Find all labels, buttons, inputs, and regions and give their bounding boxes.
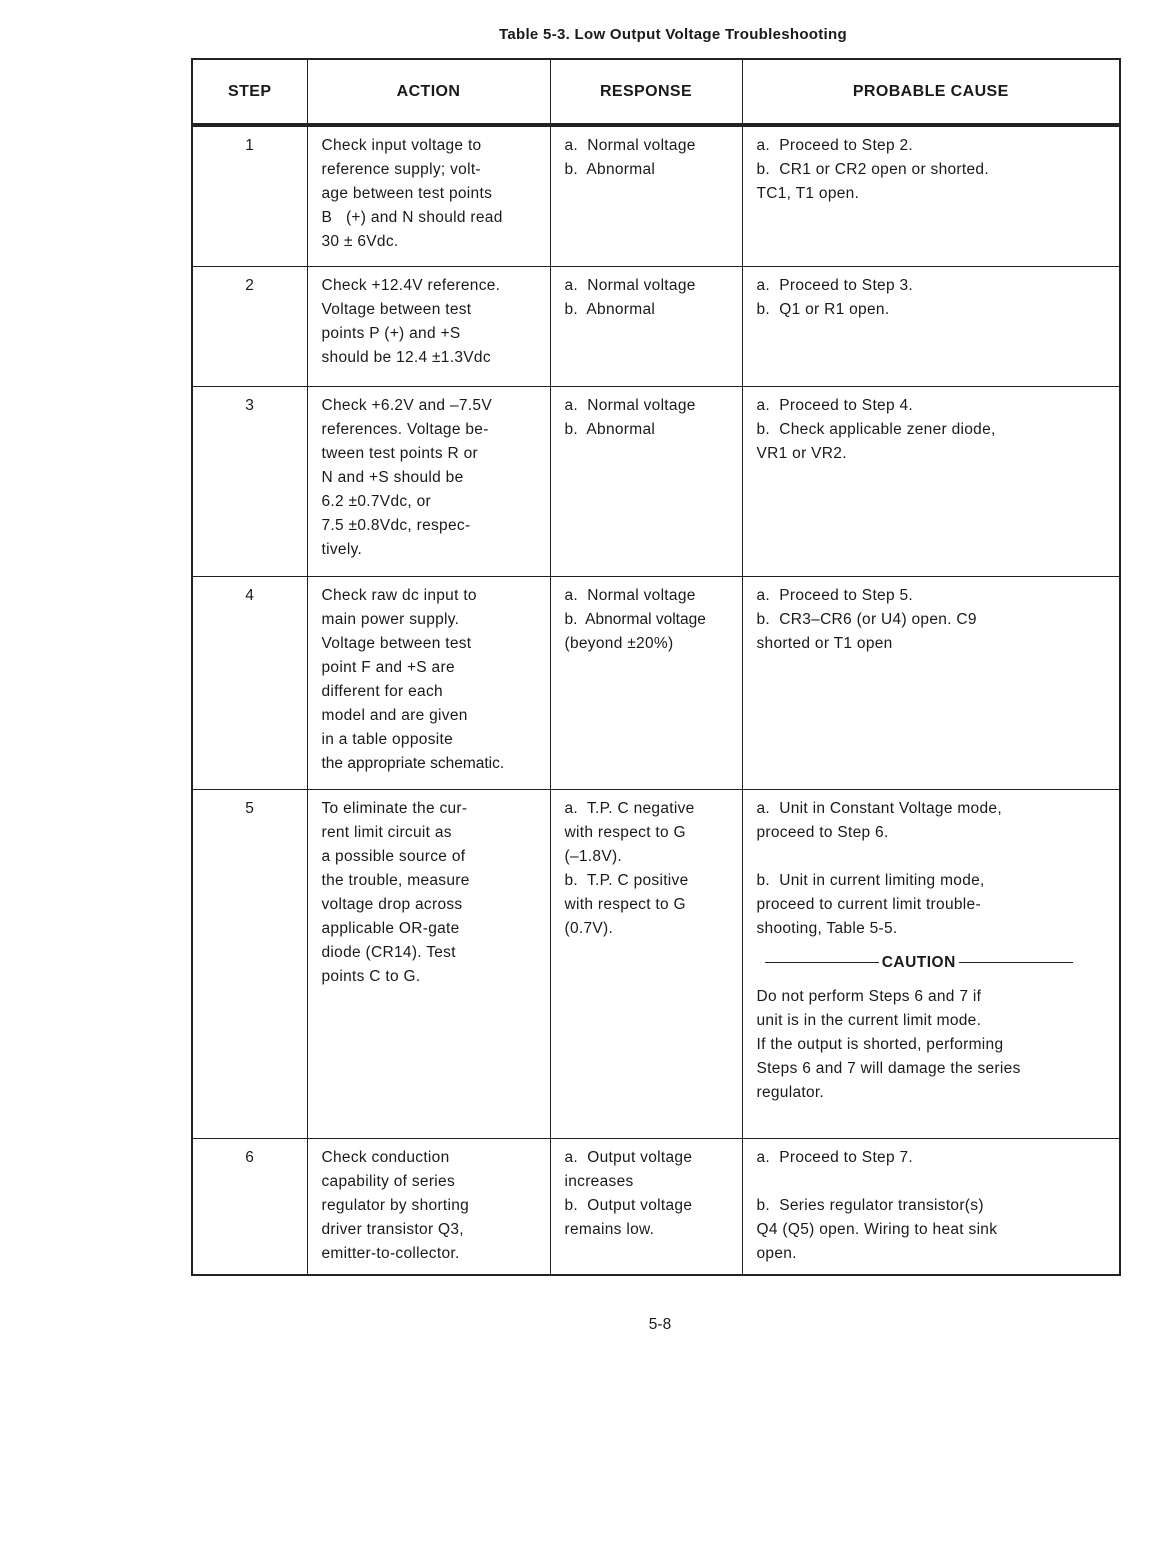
- action-line: B (+) and N should read: [321, 209, 503, 226]
- action-line: voltage drop across: [321, 895, 463, 913]
- header-probable-cause: PROBABLE CAUSE: [742, 59, 1120, 125]
- line-gap: [757, 1170, 1110, 1194]
- response-line: increases: [564, 1172, 634, 1190]
- caution-line: Do not perform Steps 6 and 7 if: [756, 987, 982, 1005]
- step-number: 2: [192, 266, 307, 386]
- line-gap: [757, 845, 1110, 869]
- action-line: driver transistor Q3,: [321, 1220, 464, 1238]
- cause-line: shorted or T1 open: [756, 634, 893, 652]
- action-line: rent limit circuit as: [321, 823, 452, 841]
- cause-line: shooting, Table 5-5.: [756, 919, 898, 937]
- action-line: a possible source of: [321, 847, 466, 865]
- cause-line: Q4 (Q5) open. Wiring to heat sink: [756, 1220, 998, 1238]
- action-line: model and are given: [321, 706, 468, 724]
- action-line: Voltage between test: [321, 634, 472, 652]
- header-row: [192, 59, 1120, 125]
- cause-line: TC1, T1 open.: [756, 185, 860, 202]
- action-line: point F and +S are: [321, 658, 455, 676]
- table-title: Table 5-3. Low Output Voltage Troubleshooting: [499, 26, 847, 43]
- response-line: a. Output voltage: [564, 1148, 693, 1166]
- action-line: points P (+) and +S: [321, 324, 461, 342]
- table-row: [192, 1138, 1120, 1275]
- action-line: the appropriate schematic.: [321, 754, 505, 772]
- action-line: tween test points R or: [321, 444, 479, 462]
- table-row: [192, 576, 1120, 789]
- action-cell: [307, 789, 550, 1138]
- cause-line: a. Proceed to Step 4.: [756, 396, 914, 414]
- response-line: (–1.8V).: [564, 847, 623, 865]
- cause-line: proceed to Step 6.: [756, 823, 889, 841]
- action-line: references. Voltage be-: [321, 420, 489, 438]
- response-line: b. Abnormal: [564, 300, 656, 318]
- response-line: b. T.P. C positive: [564, 871, 689, 889]
- action-line: main power supply.: [321, 610, 460, 628]
- response-cell: [550, 386, 742, 576]
- table-row: [192, 789, 1120, 1138]
- action-line: 6.2 ±0.7Vdc, or: [321, 492, 432, 510]
- table-row: [192, 266, 1120, 386]
- action-line: the trouble, measure: [321, 871, 470, 889]
- action-cell: [307, 1138, 550, 1275]
- cause-cell: [742, 789, 1120, 1138]
- response-cell: [550, 266, 742, 386]
- action-line: Check raw dc input to: [321, 586, 477, 604]
- action-cell: [307, 125, 550, 266]
- action-line: Check +12.4V reference.: [321, 276, 501, 294]
- cause-cell: [742, 386, 1120, 576]
- action-line: reference supply; volt-: [321, 161, 481, 178]
- cause-line: b. Check applicable zener diode,: [756, 420, 996, 438]
- action-line: emitter-to-collector.: [321, 1244, 460, 1262]
- response-line: a. Normal voltage: [564, 586, 696, 604]
- cause-line: a. Proceed to Step 3.: [756, 276, 914, 294]
- response-cell: [550, 789, 742, 1138]
- action-line: 7.5 ±0.8Vdc, respec-: [321, 516, 471, 534]
- step-number: 1: [192, 125, 307, 266]
- action-line: 30 ± 6Vdc.: [321, 233, 399, 250]
- response-cell: [550, 1138, 742, 1275]
- cause-line: a. Unit in Constant Voltage mode,: [756, 799, 1002, 817]
- cause-line: b. CR3–CR6 (or U4) open. C9: [756, 610, 977, 628]
- action-line: capability of series: [321, 1172, 456, 1190]
- cause-line: b. Series regulator transistor(s): [756, 1196, 984, 1214]
- cause-line: a. Proceed to Step 2.: [756, 137, 914, 154]
- troubleshooting-table: [191, 58, 1121, 1276]
- response-line: a. Normal voltage: [564, 396, 696, 414]
- cause-line: open.: [756, 1244, 797, 1262]
- action-line: different for each: [321, 682, 443, 700]
- cause-line: proceed to current limit trouble-: [756, 895, 981, 913]
- caution-line: If the output is shorted, performing: [756, 1035, 1004, 1053]
- response-line: b. Abnormal voltage: [564, 610, 706, 628]
- response-line: (beyond ±20%): [564, 634, 674, 652]
- cause-line: b. Q1 or R1 open.: [756, 300, 890, 318]
- caution-rule-left: [765, 962, 879, 963]
- response-line: with respect to G: [564, 895, 686, 913]
- step-number: 6: [192, 1138, 307, 1275]
- cause-cell: [742, 1138, 1120, 1275]
- table-row: [192, 386, 1120, 576]
- cause-line: a. Proceed to Step 7.: [756, 1148, 914, 1166]
- action-line: points C to G.: [321, 967, 421, 985]
- response-line: b. Abnormal: [564, 420, 656, 438]
- caution-line: Steps 6 and 7 will damage the series: [756, 1059, 1021, 1077]
- header-action: ACTION: [307, 59, 550, 125]
- header-response: RESPONSE: [550, 59, 742, 125]
- action-cell: [307, 386, 550, 576]
- action-line: in a table opposite: [321, 730, 454, 748]
- action-line: should be 12.4 ±1.3Vdc: [321, 348, 491, 366]
- page-number: 5-8: [648, 1316, 672, 1333]
- caution-label: CAUTION: [881, 953, 956, 971]
- cause-line: b. Unit in current limiting mode,: [756, 871, 985, 889]
- response-line: a. T.P. C negative: [564, 799, 695, 817]
- table-row: [192, 125, 1120, 266]
- action-line: tively.: [321, 540, 363, 558]
- cause-line: VR1 or VR2.: [756, 444, 847, 462]
- cause-cell: [742, 576, 1120, 789]
- action-line: applicable OR-gate: [321, 919, 460, 937]
- header-step: STEP: [192, 59, 307, 125]
- response-line: with respect to G: [564, 823, 686, 841]
- step-number: 5: [192, 789, 307, 1138]
- caution-heading: [765, 951, 1074, 975]
- step-number: 4: [192, 576, 307, 789]
- cause-line: a. Proceed to Step 5.: [756, 586, 914, 604]
- cause-line: b. CR1 or CR2 open or shorted.: [756, 161, 989, 178]
- action-line: age between test points: [321, 185, 493, 202]
- action-cell: [307, 266, 550, 386]
- action-line: diode (CR14). Test: [321, 943, 456, 961]
- action-line: Check input voltage to: [321, 137, 482, 154]
- response-line: (0.7V).: [564, 919, 614, 937]
- cause-cell: [742, 125, 1120, 266]
- caution-line: unit is in the current limit mode.: [756, 1011, 982, 1029]
- caution-line: regulator.: [756, 1083, 825, 1101]
- response-line: remains low.: [564, 1220, 655, 1238]
- caution-rule-right: [959, 962, 1073, 963]
- response-cell: [550, 125, 742, 266]
- response-line: b. Output voltage: [564, 1196, 693, 1214]
- response-line: a. Normal voltage: [564, 137, 696, 154]
- action-line: N and +S should be: [321, 468, 464, 486]
- response-cell: [550, 576, 742, 789]
- step-number: 3: [192, 386, 307, 576]
- action-cell: [307, 576, 550, 789]
- action-line: regulator by shorting: [321, 1196, 470, 1214]
- action-line: Check +6.2V and –7.5V: [321, 396, 492, 414]
- action-line: Check conduction: [321, 1148, 450, 1166]
- cause-cell: [742, 266, 1120, 386]
- response-line: b. Abnormal: [564, 161, 656, 178]
- action-line: To eliminate the cur-: [321, 799, 468, 817]
- response-line: a. Normal voltage: [564, 276, 696, 294]
- action-line: Voltage between test: [321, 300, 472, 318]
